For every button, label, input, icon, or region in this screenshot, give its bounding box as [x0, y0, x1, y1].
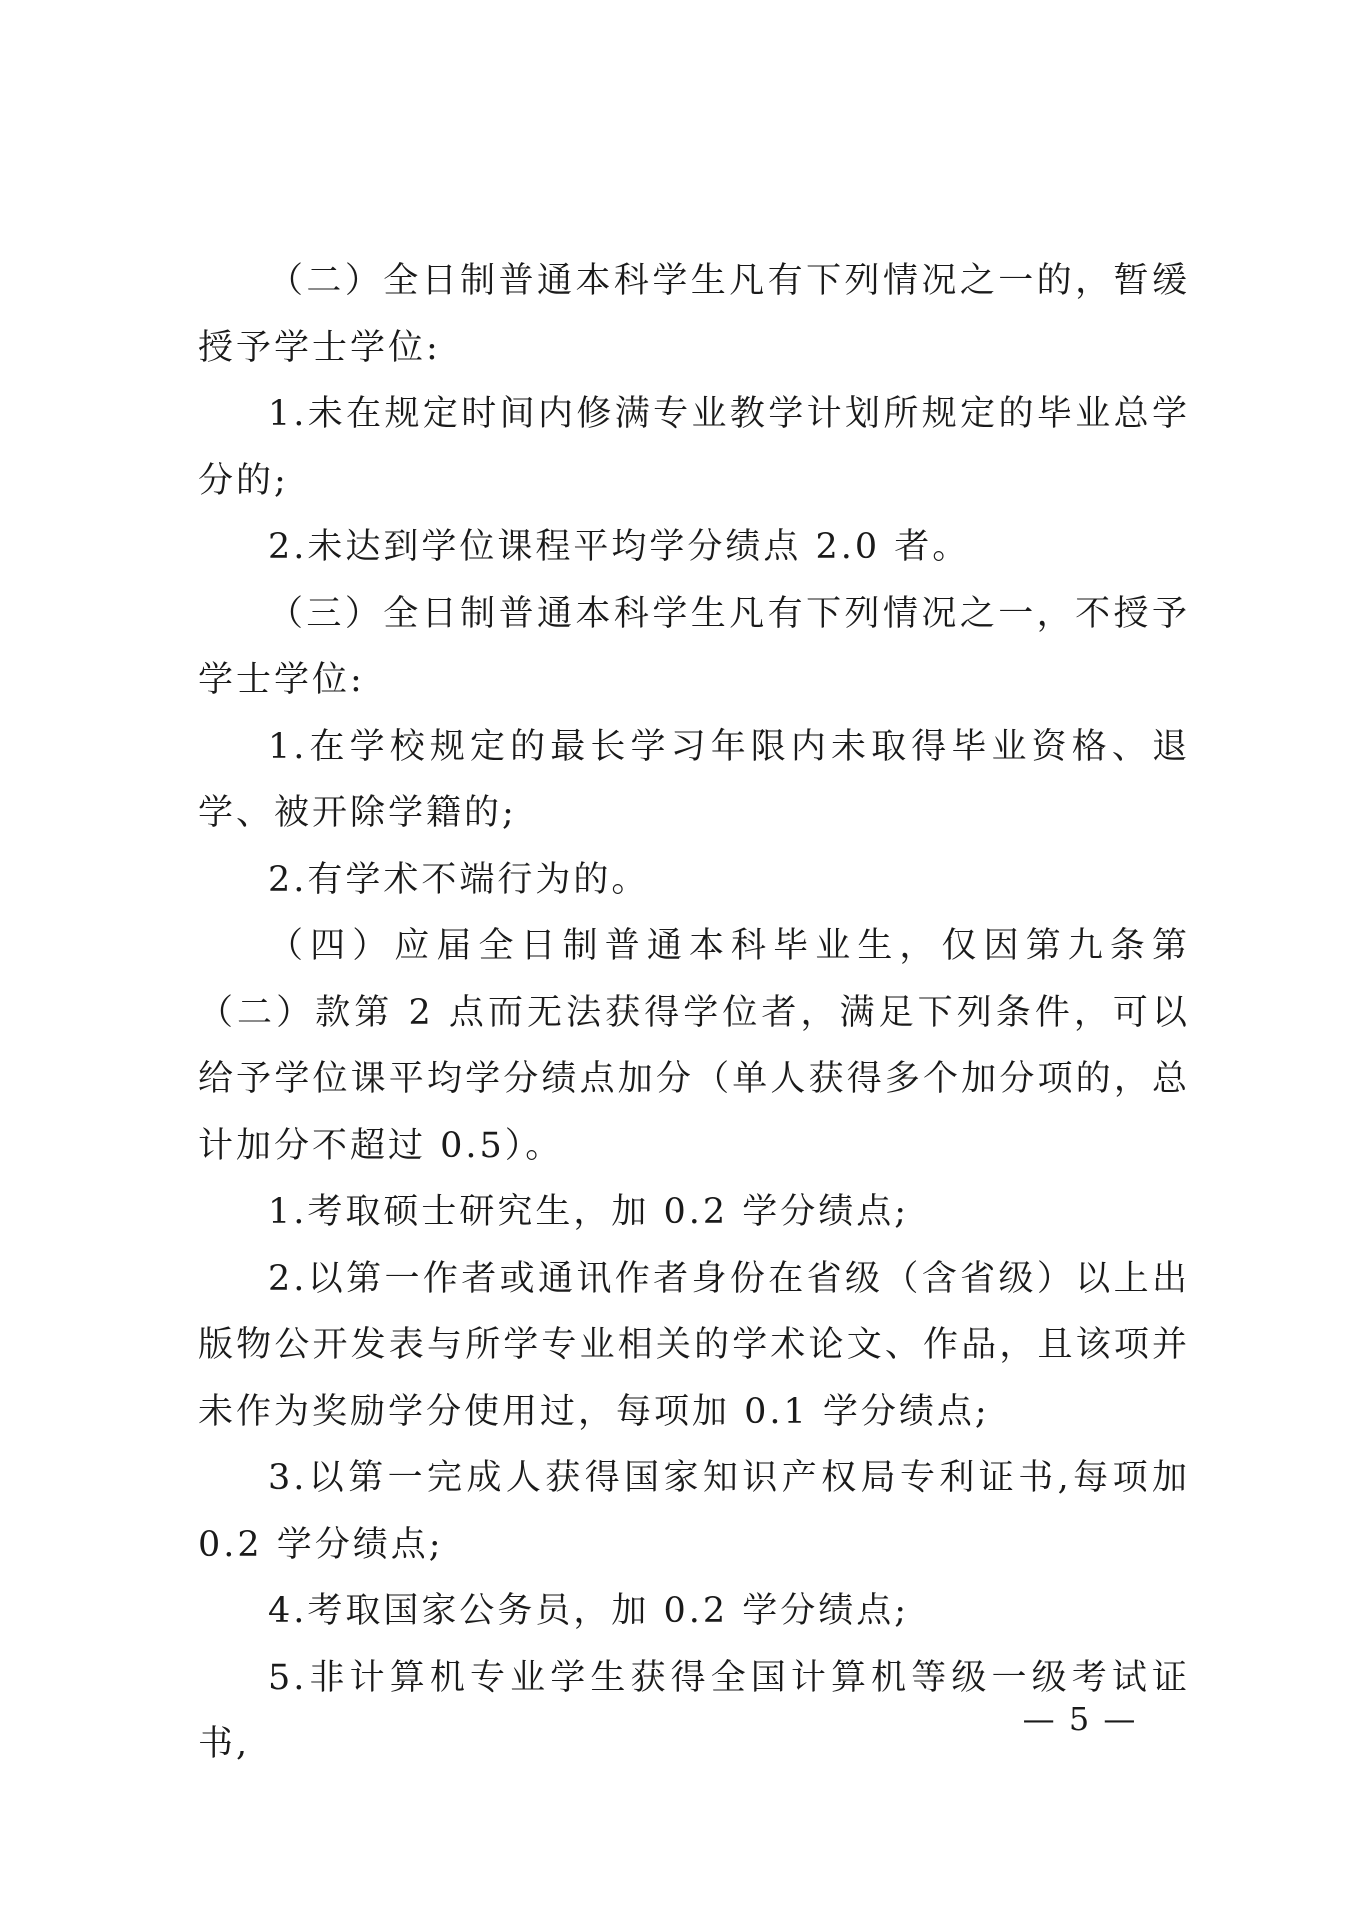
paragraph-item-3-2: 2.有学术不端行为的。 — [268, 859, 650, 900]
paragraph-item-4-2: 2.以第一作者或通讯作者身份在省级（含省级）以上出版物公开发表与所学专业相关的学术论文、作品，且该项并未作为奖励学分使用过，每项加 0.1 学分绩点; — [198, 1258, 1190, 1432]
paragraph-item-4-3: 3.以第一完成人获得国家知识产权局专利证书,每项加 0.2 学分绩点; — [198, 1458, 1190, 1565]
paragraph-item-3-1: 1.在学校规定的最长学习年限内未取得毕业资格、退学、被开除学籍的; — [198, 726, 1190, 833]
page-number: — 5 — — [1022, 1700, 1138, 1738]
paragraph-section-3-heading: （三）全日制普通本科学生凡有下列情况之一，不授予学士学位: — [198, 593, 1190, 700]
paragraph-item-2-1: 1.未在规定时间内修满专业教学计划所规定的毕业总学分的; — [198, 394, 1190, 501]
paragraph-section-2-heading: （二）全日制普通本科学生凡有下列情况之一的，暂缓授予学士学位: — [198, 261, 1190, 368]
paragraph-section-4-heading: （四）应届全日制普通本科毕业生，仅因第九条第（二）款第 2 点而无法获得学位者，满足下列条件，可以给予学位课平均学分绩点加分（单人获得多个加分项的，总计加分不超过 0.5）。 — [198, 926, 1190, 1166]
document-body — [198, 248, 1190, 1778]
paragraph-item-4-1: 1.考取硕士研究生，加 0.2 学分绩点; — [268, 1192, 910, 1232]
paragraph-item-2-2: 2.未达到学位课程平均学分绩点 2.0 者。 — [268, 527, 971, 567]
paragraph-item-4-4: 4.考取国家公务员，加 0.2 学分绩点; — [268, 1591, 910, 1631]
paragraph-item-4-5: 5.非计算机专业学生获得全国计算机等级一级考试证书, — [198, 1657, 1190, 1764]
